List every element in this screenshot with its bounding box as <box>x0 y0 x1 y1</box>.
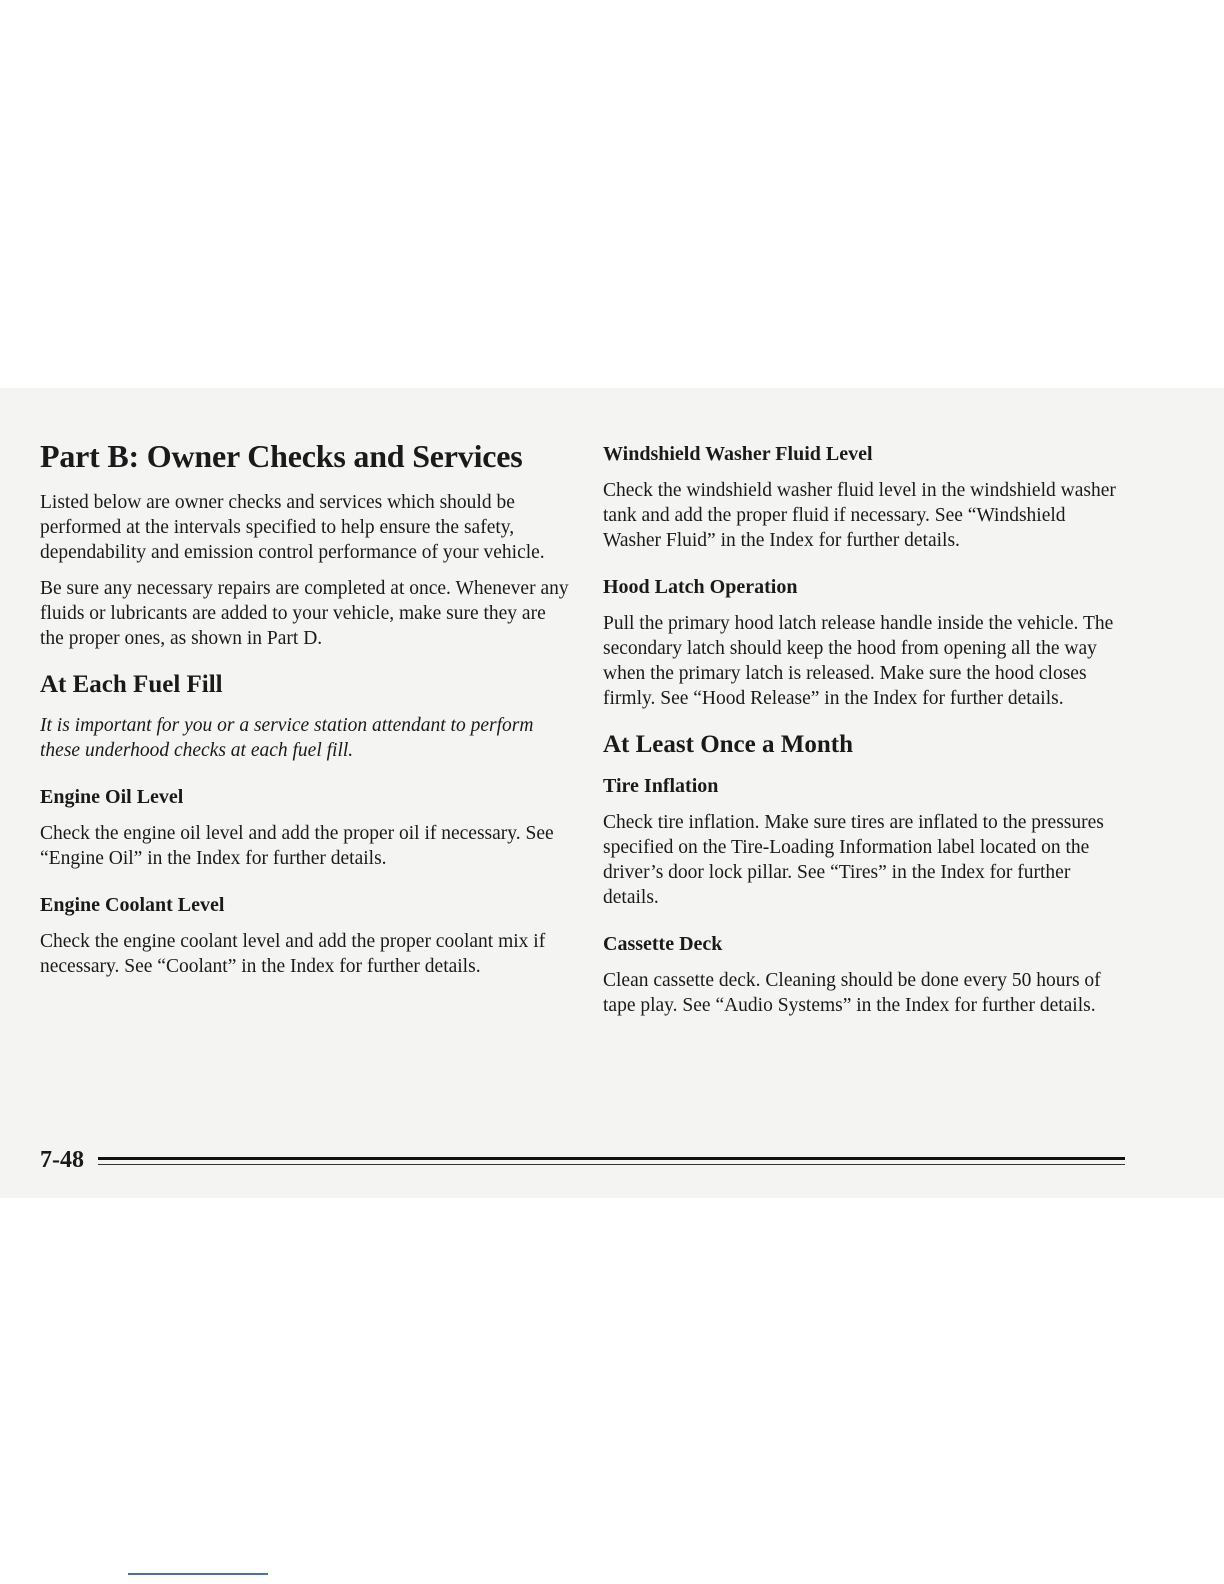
item-text-washer-fluid: Check the windshield washer fluid level in the windshield washer tank and add the proper fluid if necessary. See “Windshield Washer Fluid” in the Index for further details. <box>603 480 1116 551</box>
item-title-tire-inflation: Tire Inflation <box>603 775 719 797</box>
section-title-monthly: At Least Once a Month <box>603 731 853 758</box>
item-text-tire-inflation: Check tire inflation. Make sure tires are inflated to the pressures specified on the Tire-Loading Information label located on the driver’s door lock pillar. See “Tires” in the Index for further details. <box>603 812 1104 908</box>
item-title-hood-latch: Hood Latch Operation <box>603 576 798 598</box>
right-column <box>603 441 1123 1029</box>
left-column <box>40 436 570 990</box>
item-text-engine-oil: Check the engine oil level and add the proper oil if necessary. See “Engine Oil” in the Index for further details. <box>40 823 554 869</box>
item-text-hood-latch: Pull the primary hood latch release handle inside the vehicle. The secondary latch should keep the hood from opening all the way when the primary latch is released. Make sure the hood closes firmly. See “Hood Release” in the Index for further details. <box>603 613 1114 709</box>
item-title-cassette-deck: Cassette Deck <box>603 933 723 955</box>
bottom-blue-line <box>128 1573 268 1575</box>
fuel-fill-intro: It is important for you or a service station attendant to perform these underhood checks at each fuel fill. <box>40 715 534 761</box>
footer-rule-thin <box>98 1164 1125 1165</box>
part-title: Part B: Owner Checks and Services <box>40 438 523 474</box>
item-text-engine-coolant: Check the engine coolant level and add the proper coolant mix if necessary. See “Coolant” in the Index for further details. <box>40 931 546 977</box>
intro-paragraph-1: Listed below are owner checks and services which should be performed at the intervals specified to help ensure the safety, dependability and emission control performance of your vehicle. <box>40 492 545 563</box>
intro-paragraph-2: Be sure any necessary repairs are completed at once. Whenever any fluids or lubricants are added to your vehicle, make sure they are the proper ones, as shown in Part D. <box>40 578 569 649</box>
page-number: 7-48 <box>40 1147 84 1173</box>
page-footer <box>40 1146 1125 1174</box>
item-title-washer-fluid: Windshield Washer Fluid Level <box>603 443 873 465</box>
item-title-engine-oil: Engine Oil Level <box>40 786 184 808</box>
item-text-cassette-deck: Clean cassette deck. Cleaning should be done every 50 hours of tape play. See “Audio Systems” in the Index for further details. <box>603 970 1101 1016</box>
footer-rule-thick <box>98 1157 1125 1160</box>
section-title-fuel-fill: At Each Fuel Fill <box>40 671 223 698</box>
item-title-engine-coolant: Engine Coolant Level <box>40 894 225 916</box>
